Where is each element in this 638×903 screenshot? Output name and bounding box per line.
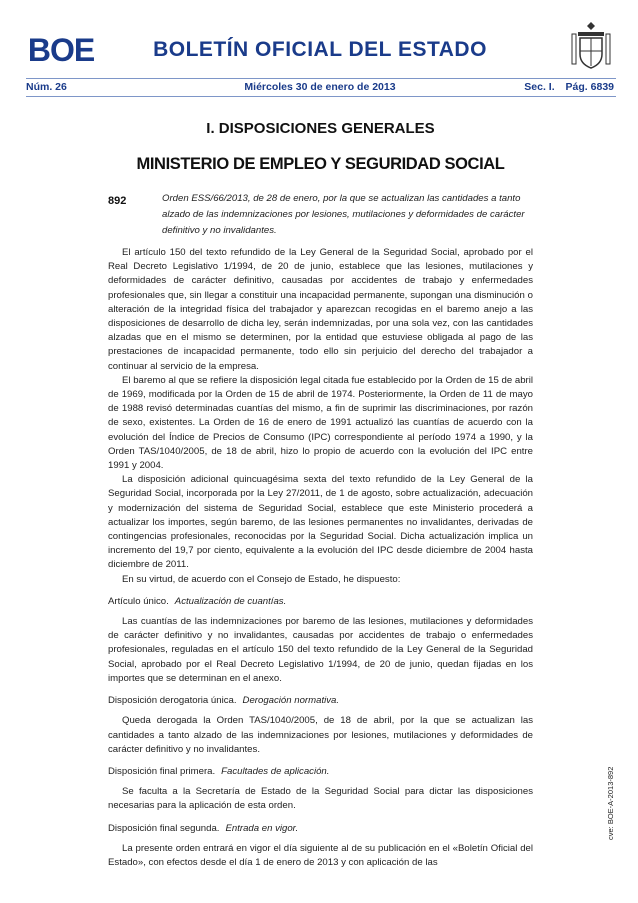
masthead-title: BOLETÍN OFICIAL DEL ESTADO (153, 38, 487, 61)
article-label: Disposición derogatoria única. (108, 695, 237, 707)
paragraph: El baremo al que se refiere la disposición legal citada fue establecido por la Orden de 15 de abril de 1969, modificada por la Orden de 15 de abril de 1974. Posteriormente, la Orden de 11 de mayo de 1988 revisó determinadas cuantías del mismo, a fin de suprimir las discriminaciones, por razón de sexo, existentes. La Orden de 16 de enero de 1991 actualizó las cuantías de acuerdo con la evolución del Índice de Precios de Consumo (IPC) correspondiente al período 1974 a 1990, y la Orden TAS/1040/2005, de 18 de abril, hizo lo propio de acuerdo con la evolución del IPC entre 1991 y 2004. (108, 374, 533, 472)
paragraph: El artículo 150 del texto refundido de la Ley General de la Seguridad Social, aprobado por el Real Decreto Legislativo 1/1994, de 20 de junio, establece que las lesiones, mutilaciones y deformidades de carácter definitivo, causadas por accidentes de trabajo y enfermedades profesionales que, sin llegar a constituir una incapacidad permanente, supongan una disminución o alteración de la integridad física del trabajador y aparezcan recogidas en el baremo anejo a las disposiciones de desarrollo de dicha ley, serán indemnizadas, por una sola vez, con las cantidades alzadas que en el mismo se determinen, por la entidad que estuviese obligada al pago de las prestaciones de incapacidad permanente, todo ello sin perjuicio del derecho del trabajador a continuar al servicio de la empresa. (108, 247, 533, 372)
article-text: Queda derogada la Orden TAS/1040/2005, de 18 de abril, por la que se actualizan las cantidades a tanto alzado de las indemnizaciones por lesiones, mutilaciones y deformidades de carácter definitivo y no invalidantes. (108, 715, 533, 755)
article-heading (108, 822, 533, 836)
cve-identifier: cve: BOE-A-2013-892 (606, 766, 615, 840)
article-title: Derogación normativa. (242, 695, 340, 707)
article-title: Facultades de aplicación. (221, 765, 330, 777)
article-text: Las cuantías de las indemnizaciones por baremo de las lesiones, mutilaciones y deformidades de carácter definitivo y no invalidantes, causadas por accidentes de trabajo o enfermedades profesionales, reguladas en el artículo 150 del texto refundido de la Ley General de la Seguridad Social, aprobado por el Real Decreto Legislativo 1/1994, de 20 de junio, quedan fijadas en los importes que se determinan en el anexo. (108, 616, 533, 684)
section-title: I. DISPOSICIONES GENERALES (206, 120, 435, 137)
boe-logo (26, 30, 96, 68)
header-divider-top (26, 78, 616, 79)
article-heading (108, 595, 533, 609)
header-divider-bottom (26, 96, 616, 97)
article-label: Disposición final segunda. (108, 822, 220, 834)
page-number: Pág. 6839 (565, 81, 614, 93)
article-text: La presente orden entrará en vigor el día siguiente al de su publicación en el «Boletín Oficial del Estado», con efectos desde el día 1 de enero de 2013 y con aplicación de las (108, 842, 533, 868)
coat-of-arms-icon (570, 20, 612, 72)
article-title: Actualización de cuantías. (174, 595, 287, 607)
disposition-summary: Orden ESS/66/2013, de 28 de enero, por la que se actualizan las cantidades a tanto alzado de las indemnizaciones por lesiones, mutilaciones y deformidades de carácter definitivo y no invalidantes. (162, 193, 525, 236)
ministry-title: MINISTERIO DE EMPLEO Y SEGURIDAD SOCIAL (136, 155, 505, 173)
boe-logo-text: BOE (27, 32, 95, 68)
article-heading (108, 694, 533, 708)
article-text: Se faculta a la Secretaría de Estado de la Seguridad Social para dictar las disposiciones necesarias para la aplicación de esta orden. (108, 786, 533, 812)
paragraph: La disposición adicional quincuagésima sexta del texto refundido de la Ley General de la Seguridad Social, incorporada por la Ley 27/2011, de 1 de agosto, sobre actualización, adecuación y modernización del sistema de Seguridad Social, establece que este Ministerio procederá a actualizar los importes, según baremo, de las lesiones permanentes no invalidantes, derivadas de contingencias profesionales, reconocidas por la Seguridad Social. Dicha actualización implica un incremento del 19,7 por ciento, equivalente a la evolución del IPC desde diciembre de 2004 hasta diciembre de 2011. (108, 474, 533, 571)
issue-number: Núm. 26 (26, 81, 67, 93)
article-label: Artículo único. (108, 595, 169, 607)
disposition-number: 892 (108, 195, 127, 207)
document-body (108, 246, 533, 870)
paragraph: En su virtud, de acuerdo con el Consejo de Estado, he dispuesto: (122, 573, 401, 585)
section-label: Sec. I. (524, 81, 555, 93)
article-heading (108, 765, 533, 779)
article-title: Entrada en vigor. (225, 822, 299, 834)
section-page (516, 81, 614, 93)
issue-date: Miércoles 30 de enero de 2013 (244, 81, 396, 93)
article-label: Disposición final primera. (108, 765, 216, 777)
